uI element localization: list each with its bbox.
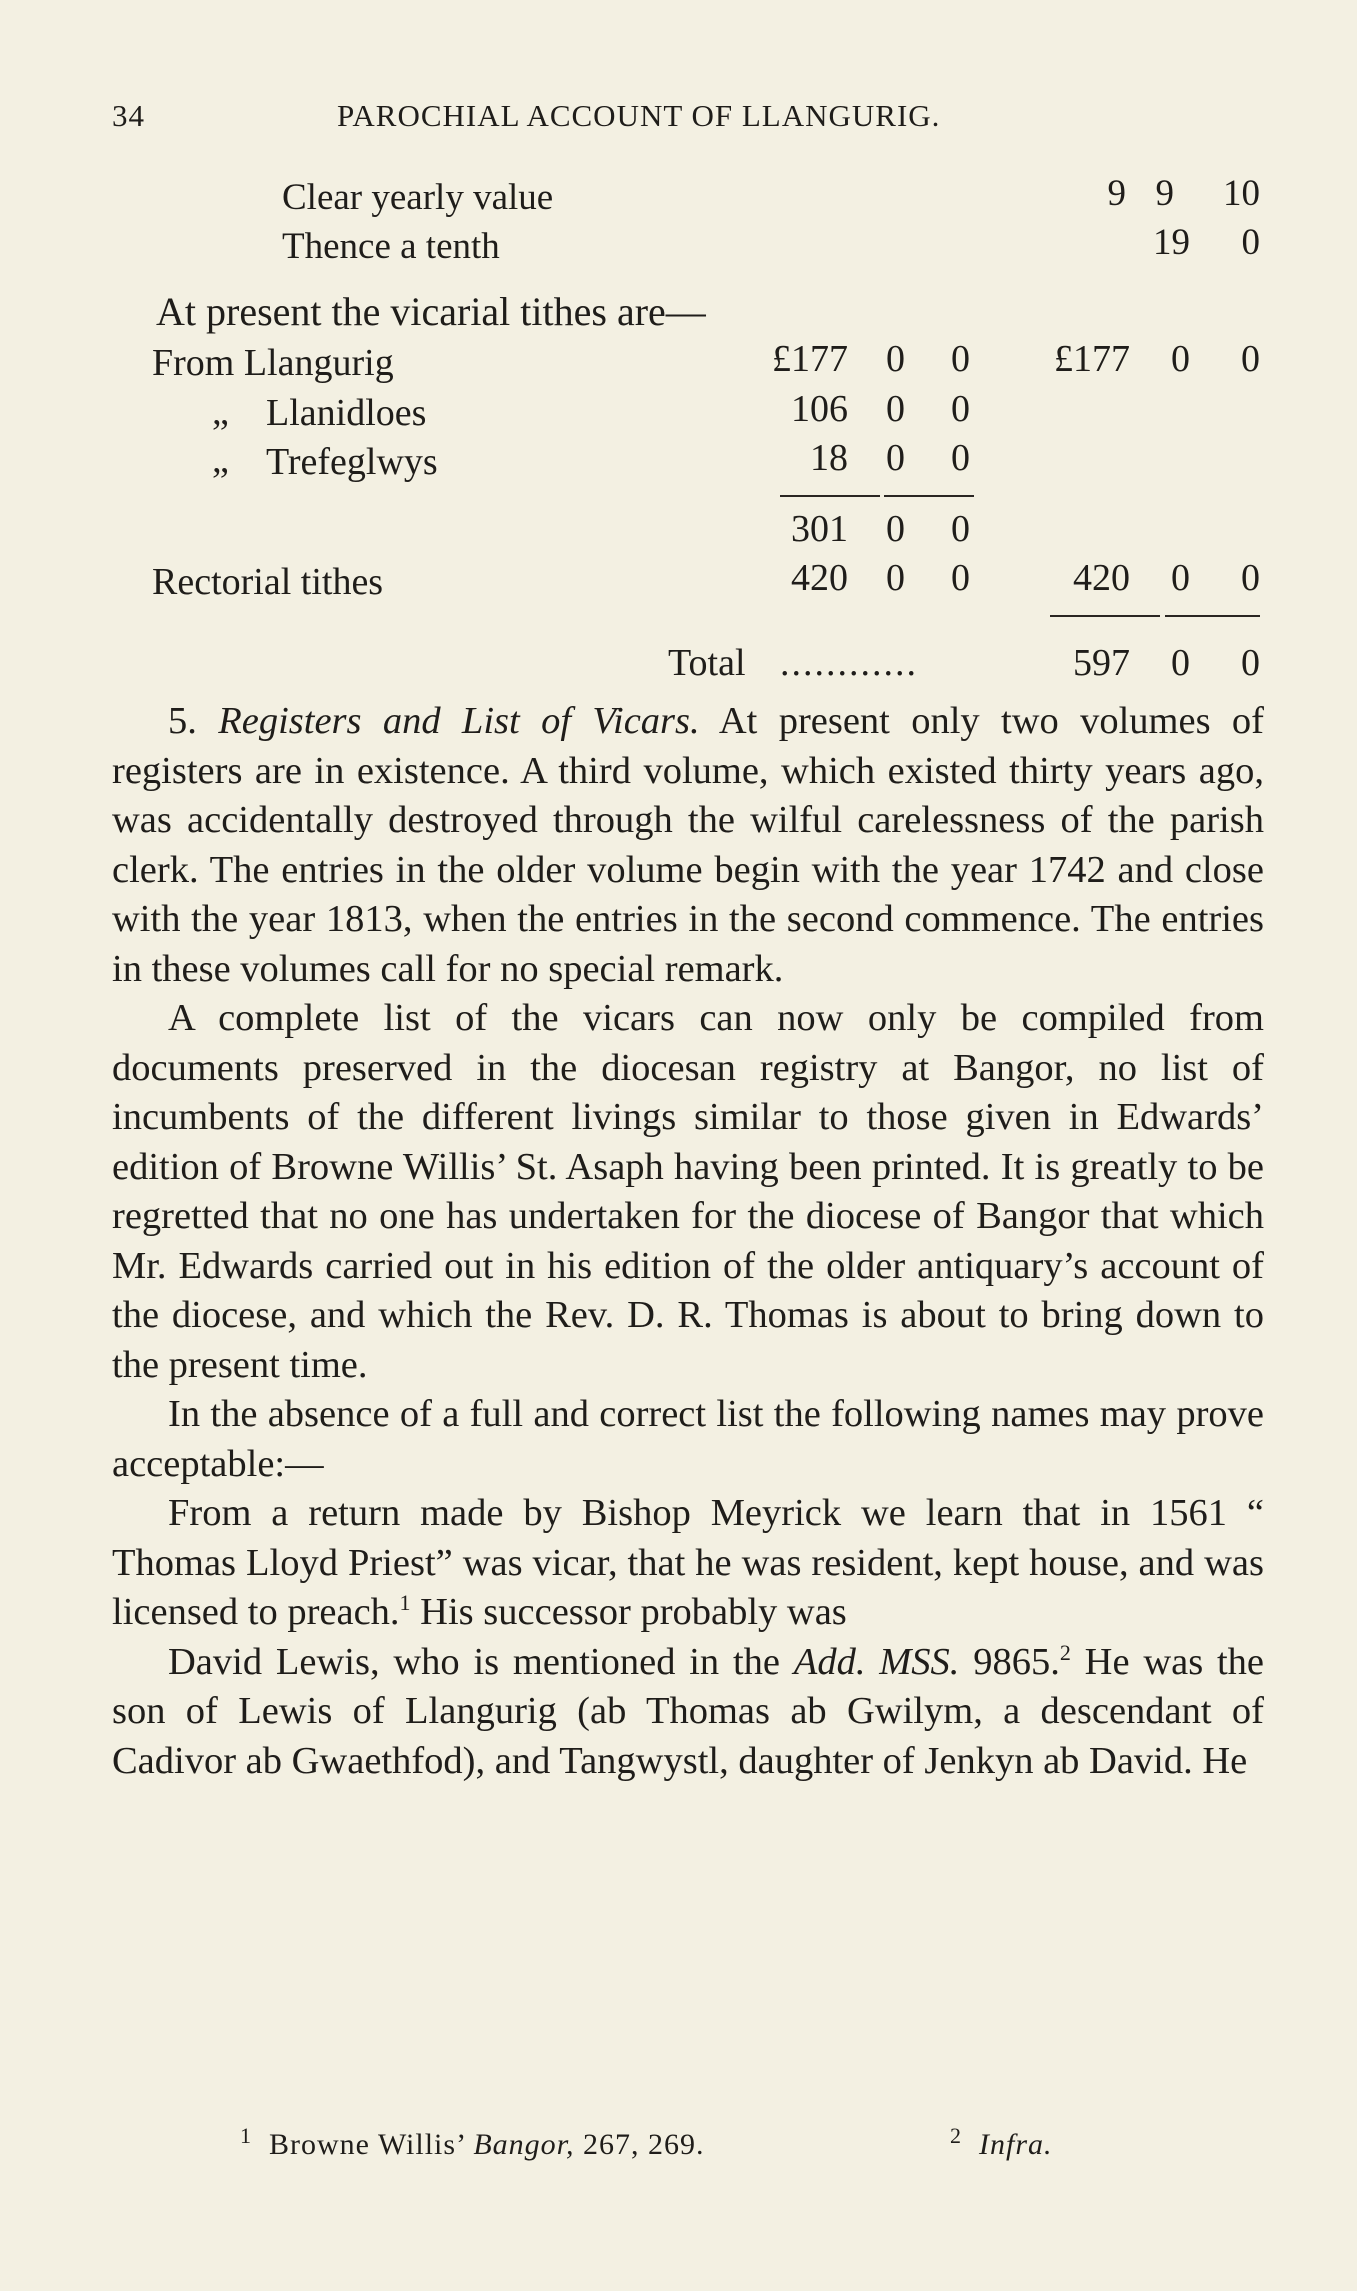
paragraph-list-of-vicars: A complete list of the vicars can now only be compiled from documents preserved in the diocesan registry at Bangor, no list of incumbents of the different livings similar to those given in Edwards’ edition of Browne Willis’ St. Asaph having been printed. It is greatly to be regretted that no one has undertaken for the diocese of Bangor that which Mr. Edwards carried out in his edition of the older antiquary’s account of the diocese, and which the Rev. D. R. Thomas is about to bring down to the present time. <box>112 997 1264 1386</box>
footnote-text: Infra. <box>979 2128 1053 2161</box>
total-column-pence: 0 <box>1241 338 1260 380</box>
total-label: Total <box>668 642 746 684</box>
total-column-shillings: 0 <box>1171 557 1190 599</box>
rectorial-pence: 0 <box>951 557 970 599</box>
total-column-pence: 0 <box>1241 557 1260 599</box>
manuscript-ref: Add. MSS. <box>793 1640 960 1683</box>
clear-value-shillings: 9 <box>1155 173 1174 214</box>
total-pence: 0 <box>1241 642 1260 684</box>
tithe-shillings: 0 <box>886 437 905 479</box>
total-column-shillings: 0 <box>1171 338 1190 380</box>
paragraph-david-lewis <box>112 1638 1264 1787</box>
rectorial-shillings: 0 <box>886 557 905 599</box>
tithe-place: Trefeglwys <box>266 441 438 483</box>
body-text <box>112 697 1264 1786</box>
total-column-pounds: 420 <box>1073 557 1130 599</box>
subtotal-rule <box>780 495 880 497</box>
total-rule <box>1165 615 1260 617</box>
section-number: 5. <box>168 700 197 742</box>
tithe-pence: 0 <box>951 388 970 430</box>
total-leader-dots: ............ <box>780 642 918 684</box>
tithe-shillings: 0 <box>886 338 905 380</box>
total-pounds: 597 <box>1073 642 1130 684</box>
footnote-mark: 1 <box>240 2123 252 2148</box>
tithe-pence: 0 <box>951 338 970 380</box>
footnote-2 <box>950 2123 1053 2162</box>
tithe-place: From Llangurig <box>152 342 394 384</box>
running-header <box>112 98 1262 148</box>
tenth-pence: 0 <box>1241 222 1260 263</box>
footnote-ref: 1 <box>399 1590 411 1616</box>
clear-value-label: Clear yearly value <box>282 177 554 218</box>
section-heading: Registers and List of Vicars. <box>218 700 700 742</box>
paragraph-text: 9865. <box>973 1640 1060 1683</box>
tithe-shillings: 0 <box>886 388 905 430</box>
paragraph-absence: In the absence of a full and correct list the following names may prove acceptable:— <box>112 1393 1264 1485</box>
clear-value-pounds: 9 <box>1107 173 1126 214</box>
running-title: PAROCHIAL ACCOUNT OF LLANGURIG. <box>337 98 941 133</box>
paragraph-text: David Lewis, who is mentioned in the <box>168 1640 780 1683</box>
rectorial-label: Rectorial tithes <box>152 561 384 603</box>
total-column-pounds: £177 <box>1054 338 1130 380</box>
subtotal-pence: 0 <box>951 508 970 550</box>
page-number: 34 <box>112 98 145 133</box>
tenth-label: Thence a tenth <box>282 226 500 267</box>
subtotal-pounds: 301 <box>791 508 848 550</box>
footnote-text: Browne Willis’ <box>269 2128 465 2161</box>
tithe-pounds: £177 <box>772 338 848 380</box>
paragraph-text: From a return made by Bishop Meyrick we learn that in 1561 “ Thomas Lloyd Priest” was vicar, that he was resident, kept house, and was licensed to preach. <box>112 1492 1264 1633</box>
subtotal-shillings: 0 <box>886 508 905 550</box>
footnotes <box>240 2123 1240 2172</box>
clear-value-pence: 10 <box>1223 173 1260 214</box>
subtotal-rule <box>884 495 974 497</box>
paragraph-bishop-return <box>112 1489 1264 1638</box>
tithes-intro: At present the vicarial tithes are— <box>156 289 706 334</box>
paragraph-text: At present only two volumes of registers are in existence. A third volume, which existed thirty years ago, was accidentally destroyed through the wilful carelessness of the parish clerk. The entries in the older volume begin with the year 1742 and close with the year 1813, when the entries in the second commence. The entries in these volumes call for no special remark. <box>112 700 1264 990</box>
tithe-place: Llanidloes <box>266 392 427 434</box>
paragraph-text: He was the son of Lewis of Llangurig (ab Thomas ab Gwilym, a descendant of Cadivor ab Gwaethfod), and Tangwystl, daughter of Jenkyn ab David. He <box>112 1640 1265 1782</box>
total-shillings: 0 <box>1171 642 1190 684</box>
ditto-mark: „ <box>212 391 229 433</box>
footnote-ref: 2 <box>1059 1639 1071 1665</box>
tithe-pounds: 18 <box>810 437 848 479</box>
tithe-pence: 0 <box>951 437 970 479</box>
footnote-1 <box>240 2123 705 2162</box>
footnote-pages: 267, 269. <box>583 2128 705 2161</box>
total-rule <box>1050 615 1160 617</box>
ditto-mark: „ <box>212 439 229 481</box>
footnote-mark: 2 <box>950 2123 962 2148</box>
paragraph-text: His successor probably was <box>420 1591 847 1633</box>
tenth-shillings: 19 <box>1153 222 1190 263</box>
tithe-pounds: 106 <box>791 388 848 430</box>
footnote-title: Bangor, <box>473 2128 575 2161</box>
paragraph-registers <box>112 697 1264 994</box>
rectorial-pounds: 420 <box>791 557 848 599</box>
